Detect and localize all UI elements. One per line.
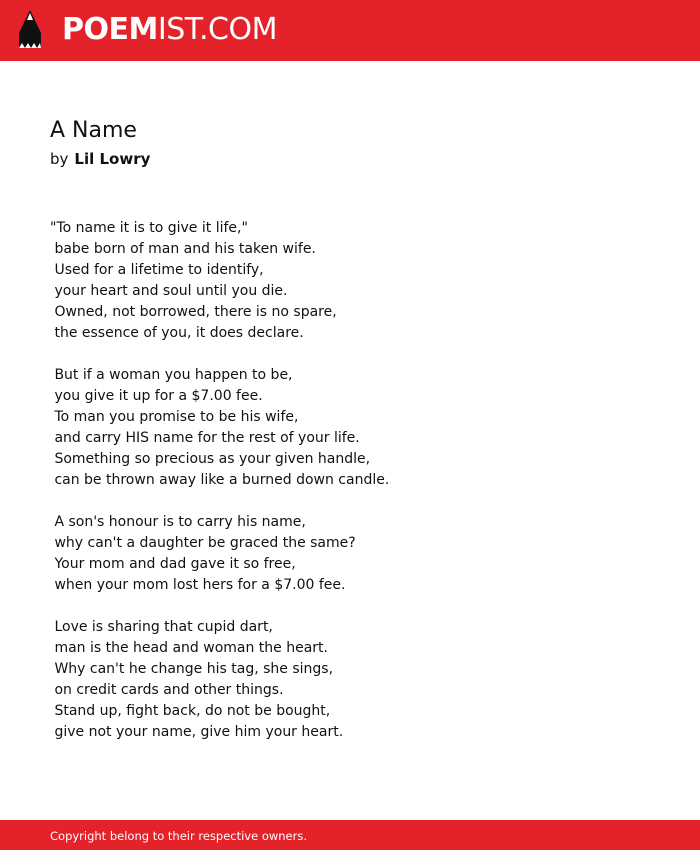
poem-line: Why can't he change his tag, she sings,: [50, 661, 334, 677]
poem-line: A son's honour is to carry his name,: [50, 514, 306, 530]
poem-line: To man you promise to be his wife,: [50, 409, 299, 425]
poem-line: But if a woman you happen to be,: [50, 367, 293, 383]
poem-line: can be thrown away like a burned down candle.: [50, 472, 390, 488]
poem-line: "To name it is to give it life,": [50, 220, 248, 236]
logo-text-bold: POEM: [62, 12, 158, 47]
logo-text-light: IST.COM: [157, 12, 277, 47]
site-footer: [0, 820, 700, 850]
stanza: [50, 617, 650, 743]
poem-line: Owned, not borrowed, there is no spare,: [50, 304, 337, 320]
poem-line: and carry HIS name for the rest of your life.: [50, 430, 360, 446]
poem-line: when your mom lost hers for a $7.00 fee.: [50, 577, 346, 593]
poem-line: give not your name, give him your heart.: [50, 724, 344, 740]
poem-line: Your mom and dad gave it so free,: [50, 556, 296, 572]
byline: [50, 150, 150, 168]
by-label: by: [50, 150, 69, 168]
poem-title: A Name: [50, 118, 137, 143]
poem-line: Something so precious as your given handle,: [50, 451, 371, 467]
poem-line: Stand up, fight back, do not be bought,: [50, 703, 331, 719]
poem-line: Love is sharing that cupid dart,: [50, 619, 273, 635]
poem-line: why can't a daughter be graced the same?: [50, 535, 356, 551]
stanza: [50, 512, 650, 596]
poem-line: on credit cards and other things.: [50, 682, 284, 698]
pencil-logo-icon[interactable]: [18, 10, 42, 50]
stanza: [50, 365, 650, 491]
poem-line: man is the head and woman the heart.: [50, 640, 328, 656]
copyright-notice: Copyright belong to their respective owners.: [50, 829, 308, 843]
site-logo[interactable]: [62, 13, 277, 47]
poem-line: your heart and soul until you die.: [50, 283, 288, 299]
poem-line: Used for a lifetime to identify,: [50, 262, 264, 278]
author-name: Lil Lowry: [74, 150, 151, 168]
poem-line: you give it up for a $7.00 fee.: [50, 388, 263, 404]
site-header: [0, 0, 700, 61]
stanza: [50, 218, 650, 344]
poem-body: [50, 218, 650, 764]
poem-line: babe born of man and his taken wife.: [50, 241, 316, 257]
poem-line: the essence of you, it does declare.: [50, 325, 304, 341]
